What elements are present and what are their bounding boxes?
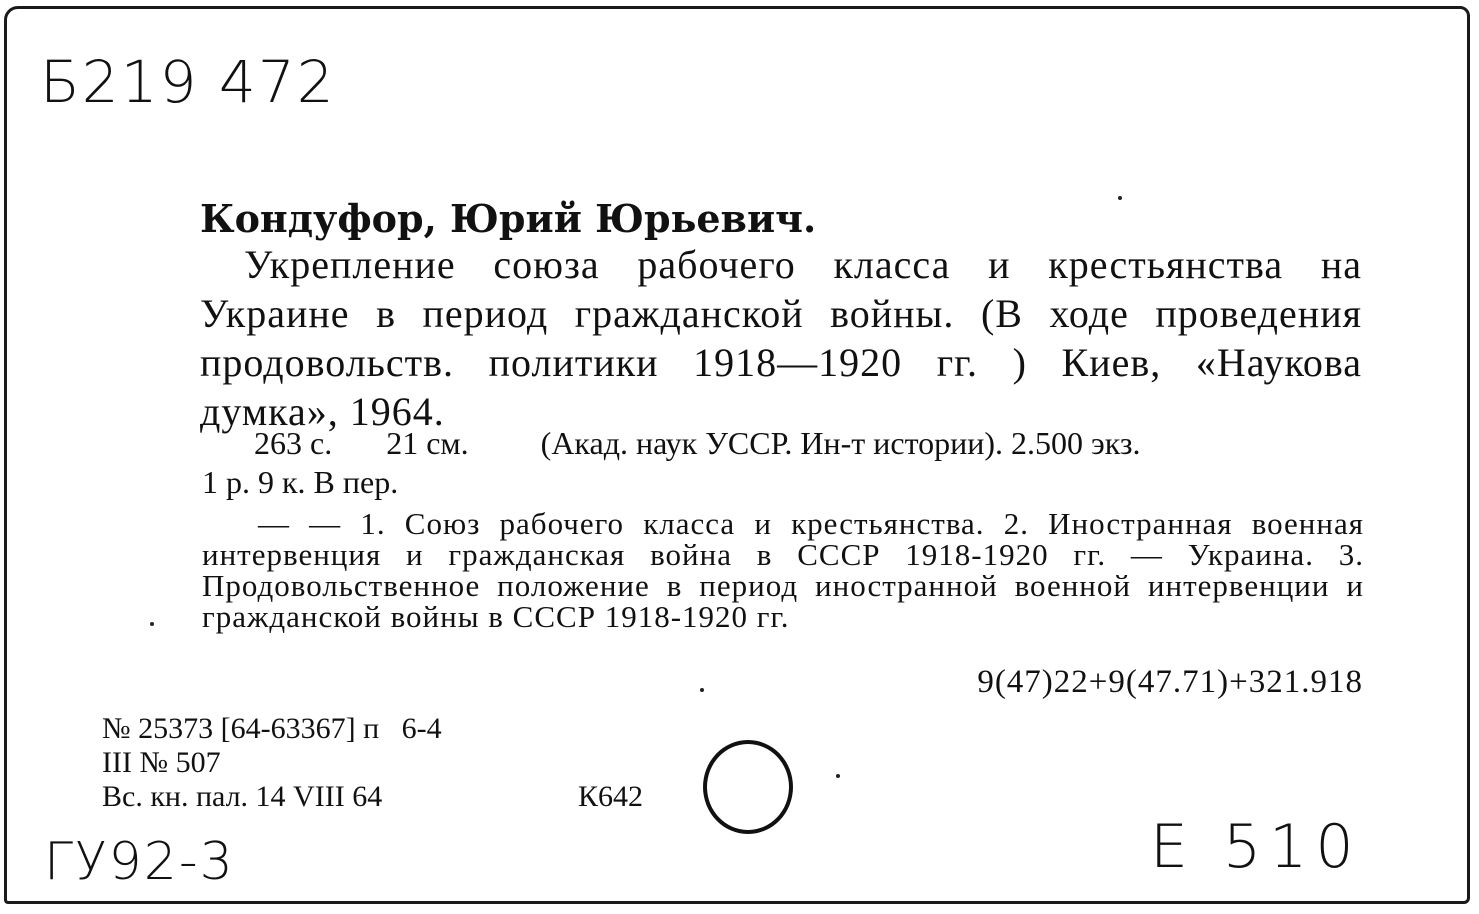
ink-speck: [150, 622, 154, 626]
circle-stamp: [703, 740, 793, 834]
handwritten-bottom-left: ГУ92-3: [44, 832, 235, 892]
size: 21 см.: [386, 425, 469, 461]
registration-line-2: III № 507: [102, 746, 221, 779]
handwritten-bottom-right: Е 510: [1150, 812, 1362, 882]
title-block: Укрепление союза рабочего класса и крестьянства на Украине в период гражданской войны. (В ходе проведения продовольств. политики 1918—1920 гг. ) Киев, «Наукова думка», 1964.: [200, 242, 1362, 434]
ink-speck: [700, 688, 704, 692]
ink-speck: [836, 774, 840, 778]
author-heading: Кондуфор, Юрий Юрьевич.: [200, 196, 817, 241]
subject-headings: — — 1. Союз рабочего класса и крестьянства. 2. Иностранная военная интервенция и гражданская война в СССР 1918-1920 гг. — Украина. 3. Продовольственное положение в период иностранной военной интервенции и гражданской войны в СССР 1918-1920 гг.: [202, 506, 1364, 634]
price: 1 р. 9 к. В пер.: [202, 464, 399, 500]
series-note: (Акад. наук УССР. Ин-т истории). 2.500 экз.: [540, 425, 1141, 461]
registration-line-1: № 25373 [64-63367] п 6-4: [102, 712, 442, 745]
pages: 263 с.: [254, 425, 333, 461]
physical-description: [202, 424, 1364, 502]
registration-block: [102, 712, 442, 814]
ink-speck: [1118, 196, 1122, 200]
registration-line-3: Вс. кн. пал. 14 VIII 64: [102, 780, 383, 813]
code-label: К642: [578, 780, 644, 813]
call-number-handwritten: Б219 472: [40, 48, 336, 116]
classification-number: 9(47)22+9(47.71)+321.918: [977, 664, 1363, 700]
